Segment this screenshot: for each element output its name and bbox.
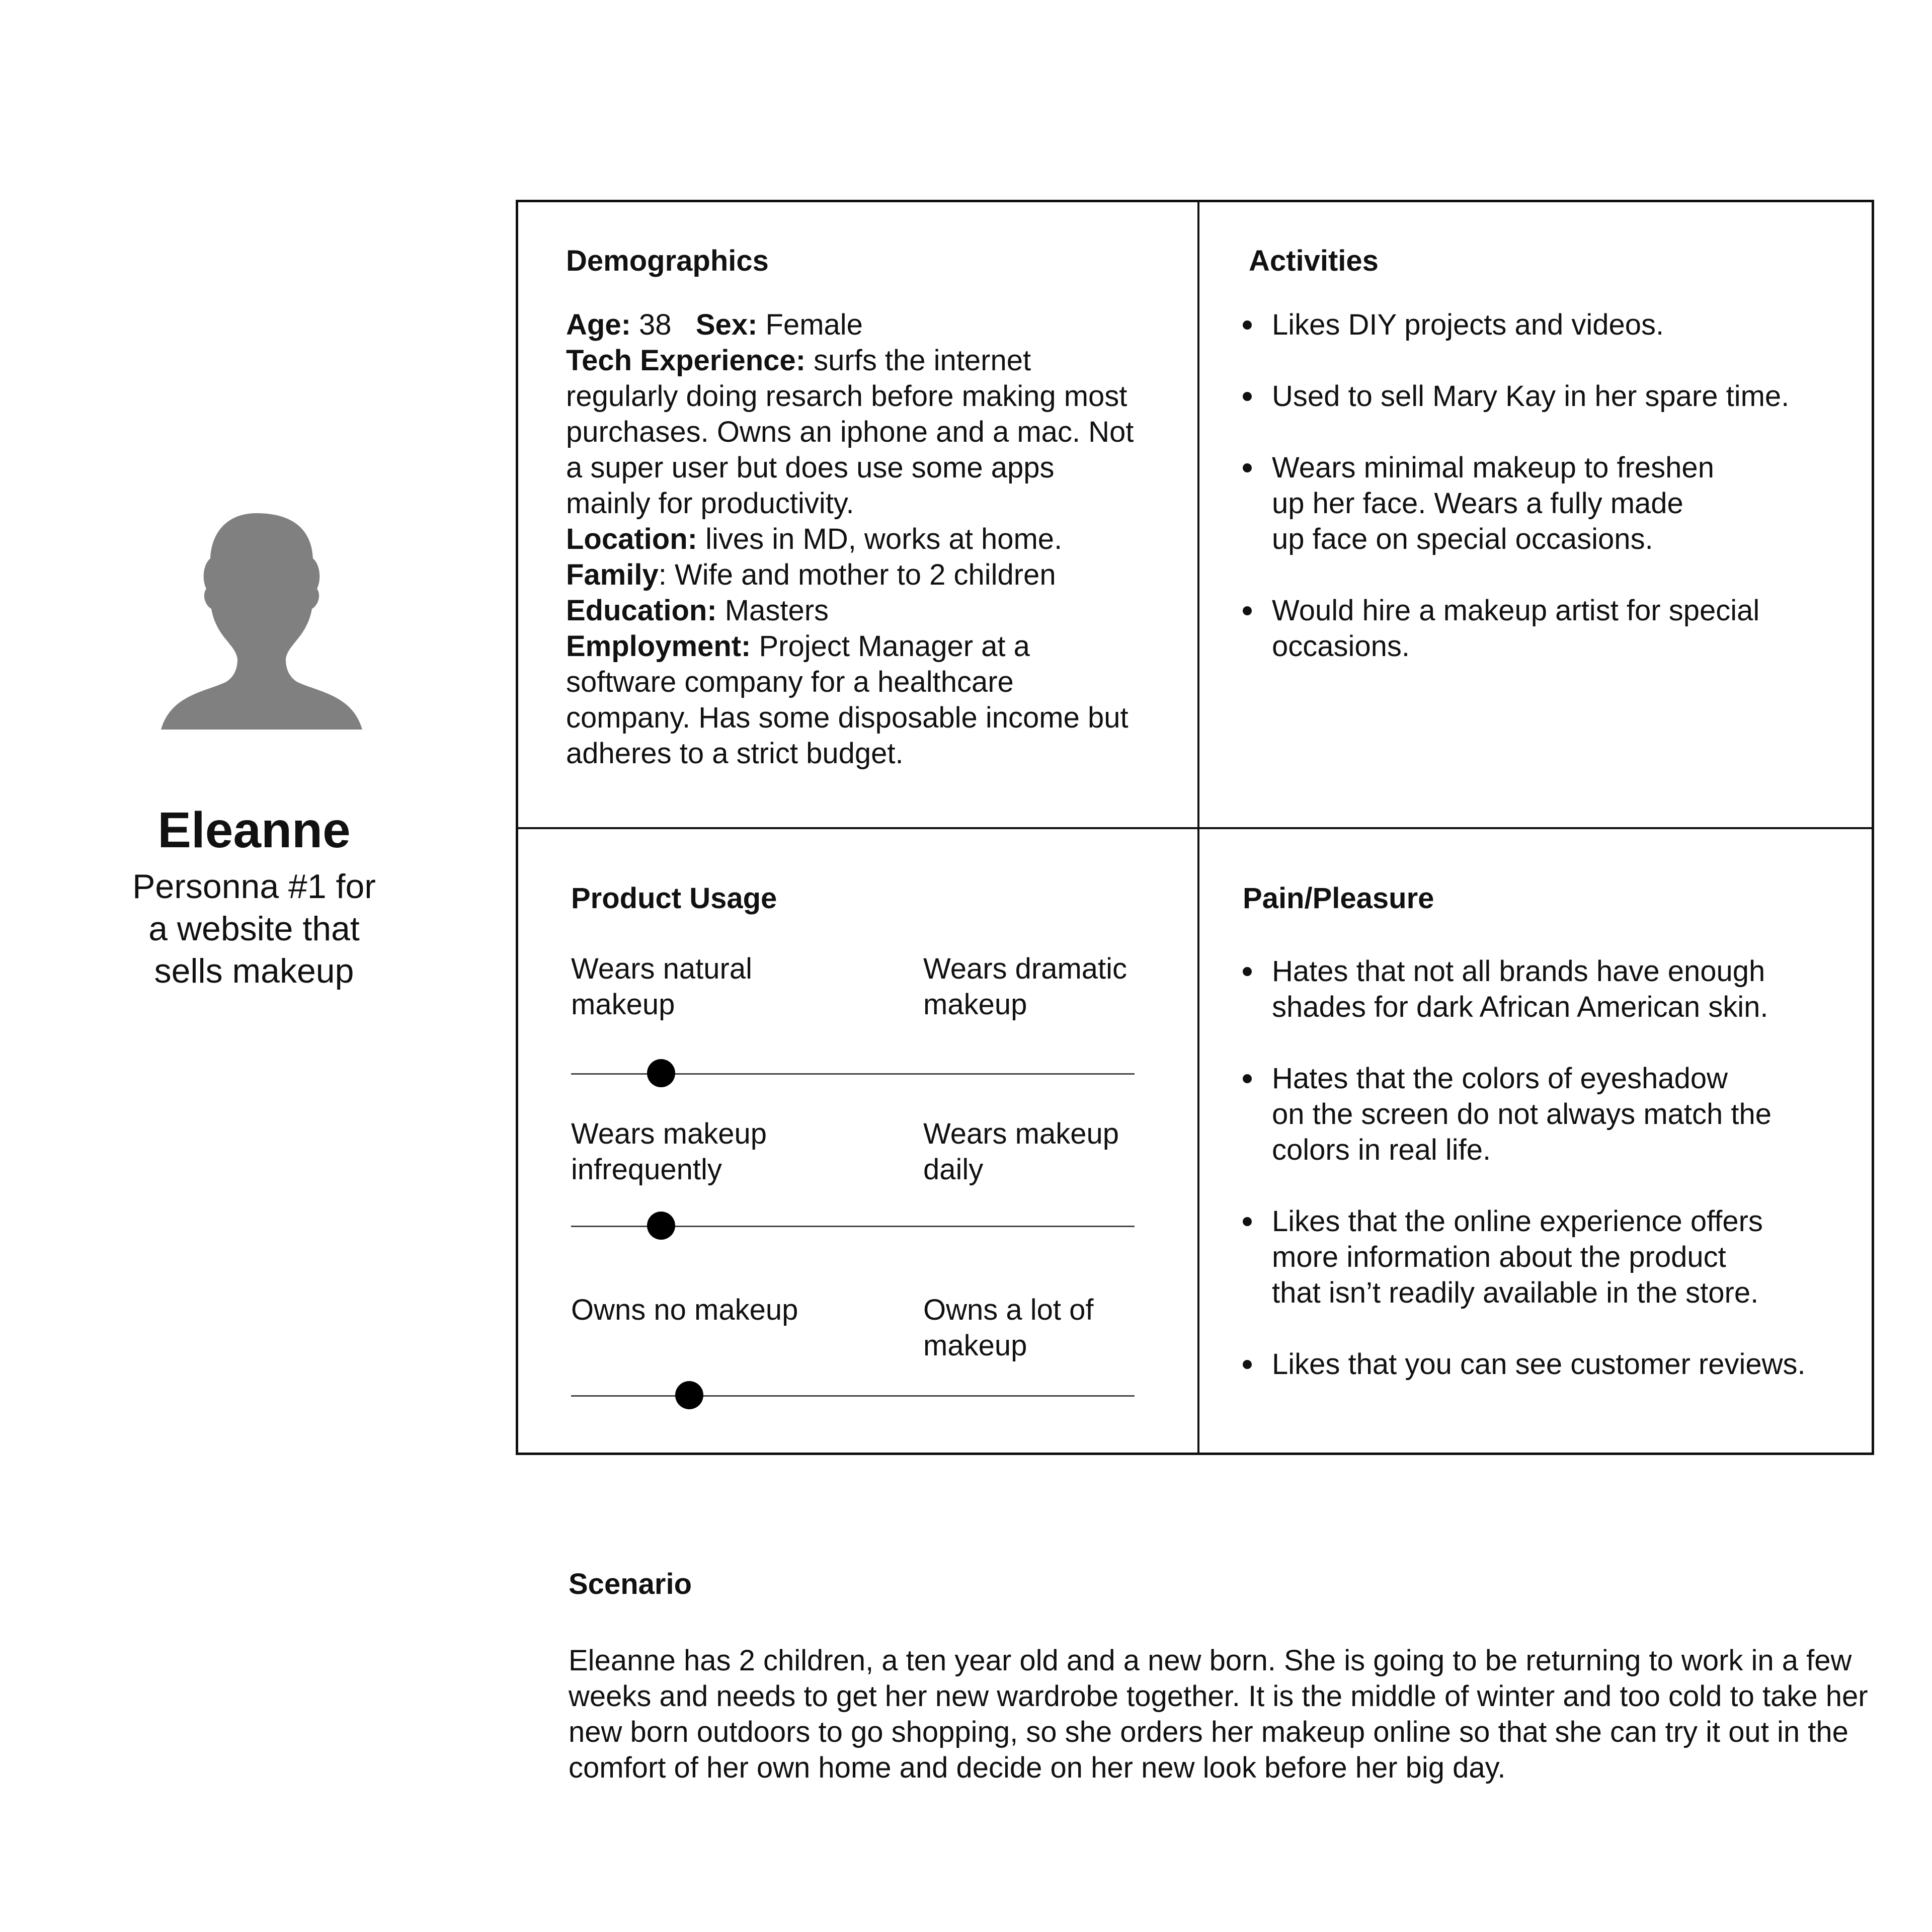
sex-label: Sex: — [695, 308, 758, 341]
list-item: Likes DIY projects and videos. — [1243, 307, 1846, 343]
slider-left-label: Wears makeup infrequently — [571, 1117, 767, 1186]
list-item: Would hire a makeup artist for special occasions. — [1243, 593, 1846, 664]
pain-pleasure-list — [1243, 953, 1857, 1418]
slider-knob[interactable] — [647, 1059, 675, 1087]
scenario-text: Eleanne has 2 children, a ten year old and a new born. She is going to be returning to work in a few weeks and needs to get her new wardrobe together. It is the middle of winter and too cold to take her new born outdoors to go shopping, so she orders her makeup online so that she can try it out in the comfort of her own home and decide on her new look before her big day. — [569, 1644, 1868, 1784]
education-value: Masters — [716, 594, 829, 627]
slider-right-label: Wears dramatic makeup — [923, 952, 1128, 1021]
age-sex-line — [566, 307, 1145, 343]
employment — [566, 628, 1145, 771]
persona-subtitle-line: Personna #1 for — [132, 867, 376, 906]
demographics-title: Demographics — [566, 245, 769, 277]
list-item: Likes that the online experience offers more information about the product that isn’t readily available in the store. — [1243, 1203, 1857, 1311]
tech-value: surfs the internet regularly doing resarch before making most purchases. Owns an iphone and a mac. Not a super user but does use some apps mainly for productivity. — [566, 344, 1134, 520]
slider-knob[interactable] — [675, 1381, 703, 1409]
age-label: Age: — [566, 308, 631, 341]
location — [566, 521, 1145, 557]
employment-value: Project Manager at a software company for a healthcare company. Has some disposable income but adheres to a strict budget. — [566, 630, 1129, 770]
slider-left-label: Owns no makeup — [571, 1294, 798, 1326]
slider-track — [571, 1395, 1135, 1397]
location-label: Location: — [566, 523, 697, 555]
product-usage-title: Product Usage — [571, 882, 777, 915]
scenario-title: Scenario — [569, 1568, 692, 1600]
demographics-body — [566, 307, 1145, 771]
persona-subtitle — [0, 865, 508, 992]
family-label: Family — [566, 558, 659, 591]
list-item: Hates that not all brands have enough shades for dark African American skin. — [1243, 953, 1857, 1025]
slider-left-label: Wears natural makeup — [571, 952, 752, 1021]
family — [566, 557, 1145, 593]
slider-right-label: Owns a lot of makeup — [923, 1294, 1094, 1362]
activities-title: Activities — [1249, 245, 1379, 277]
list-item: Wears minimal makeup to freshen up her face. Wears a fully made up face on special occasions. — [1243, 450, 1846, 557]
persona-subtitle-line: a website that — [148, 910, 360, 948]
activities-list — [1243, 307, 1846, 700]
sex-value: Female — [757, 308, 863, 341]
slider-ownership — [571, 1292, 1135, 1443]
education — [566, 593, 1145, 628]
slider-knob[interactable] — [647, 1212, 675, 1240]
family-value: : Wife and mother to 2 children — [658, 558, 1056, 591]
tech-experience — [566, 343, 1145, 521]
list-item: Likes that you can see customer reviews. — [1243, 1346, 1857, 1382]
location-value: lives in MD, works at home. — [697, 523, 1063, 555]
pain-pleasure-title: Pain/Pleasure — [1243, 882, 1434, 915]
persona-name: Eleanne — [157, 802, 351, 858]
employment-label: Employment: — [566, 630, 751, 663]
list-item: Used to sell Mary Kay in her spare time. — [1243, 378, 1846, 414]
grid-divider-horizontal — [518, 827, 1872, 829]
list-item: Hates that the colors of eyeshadow on the screen do not always match the colors in real life. — [1243, 1061, 1857, 1168]
tech-label: Tech Experience: — [566, 344, 806, 377]
slider-frequency — [571, 1116, 1135, 1267]
slider-natural-dramatic — [571, 951, 1135, 1102]
female-silhouette-icon — [151, 508, 362, 730]
age-value: 38 — [630, 308, 672, 341]
slider-right-label: Wears makeup daily — [923, 1117, 1119, 1186]
education-label: Education: — [566, 594, 717, 627]
persona-subtitle-line: sells makeup — [154, 952, 354, 990]
